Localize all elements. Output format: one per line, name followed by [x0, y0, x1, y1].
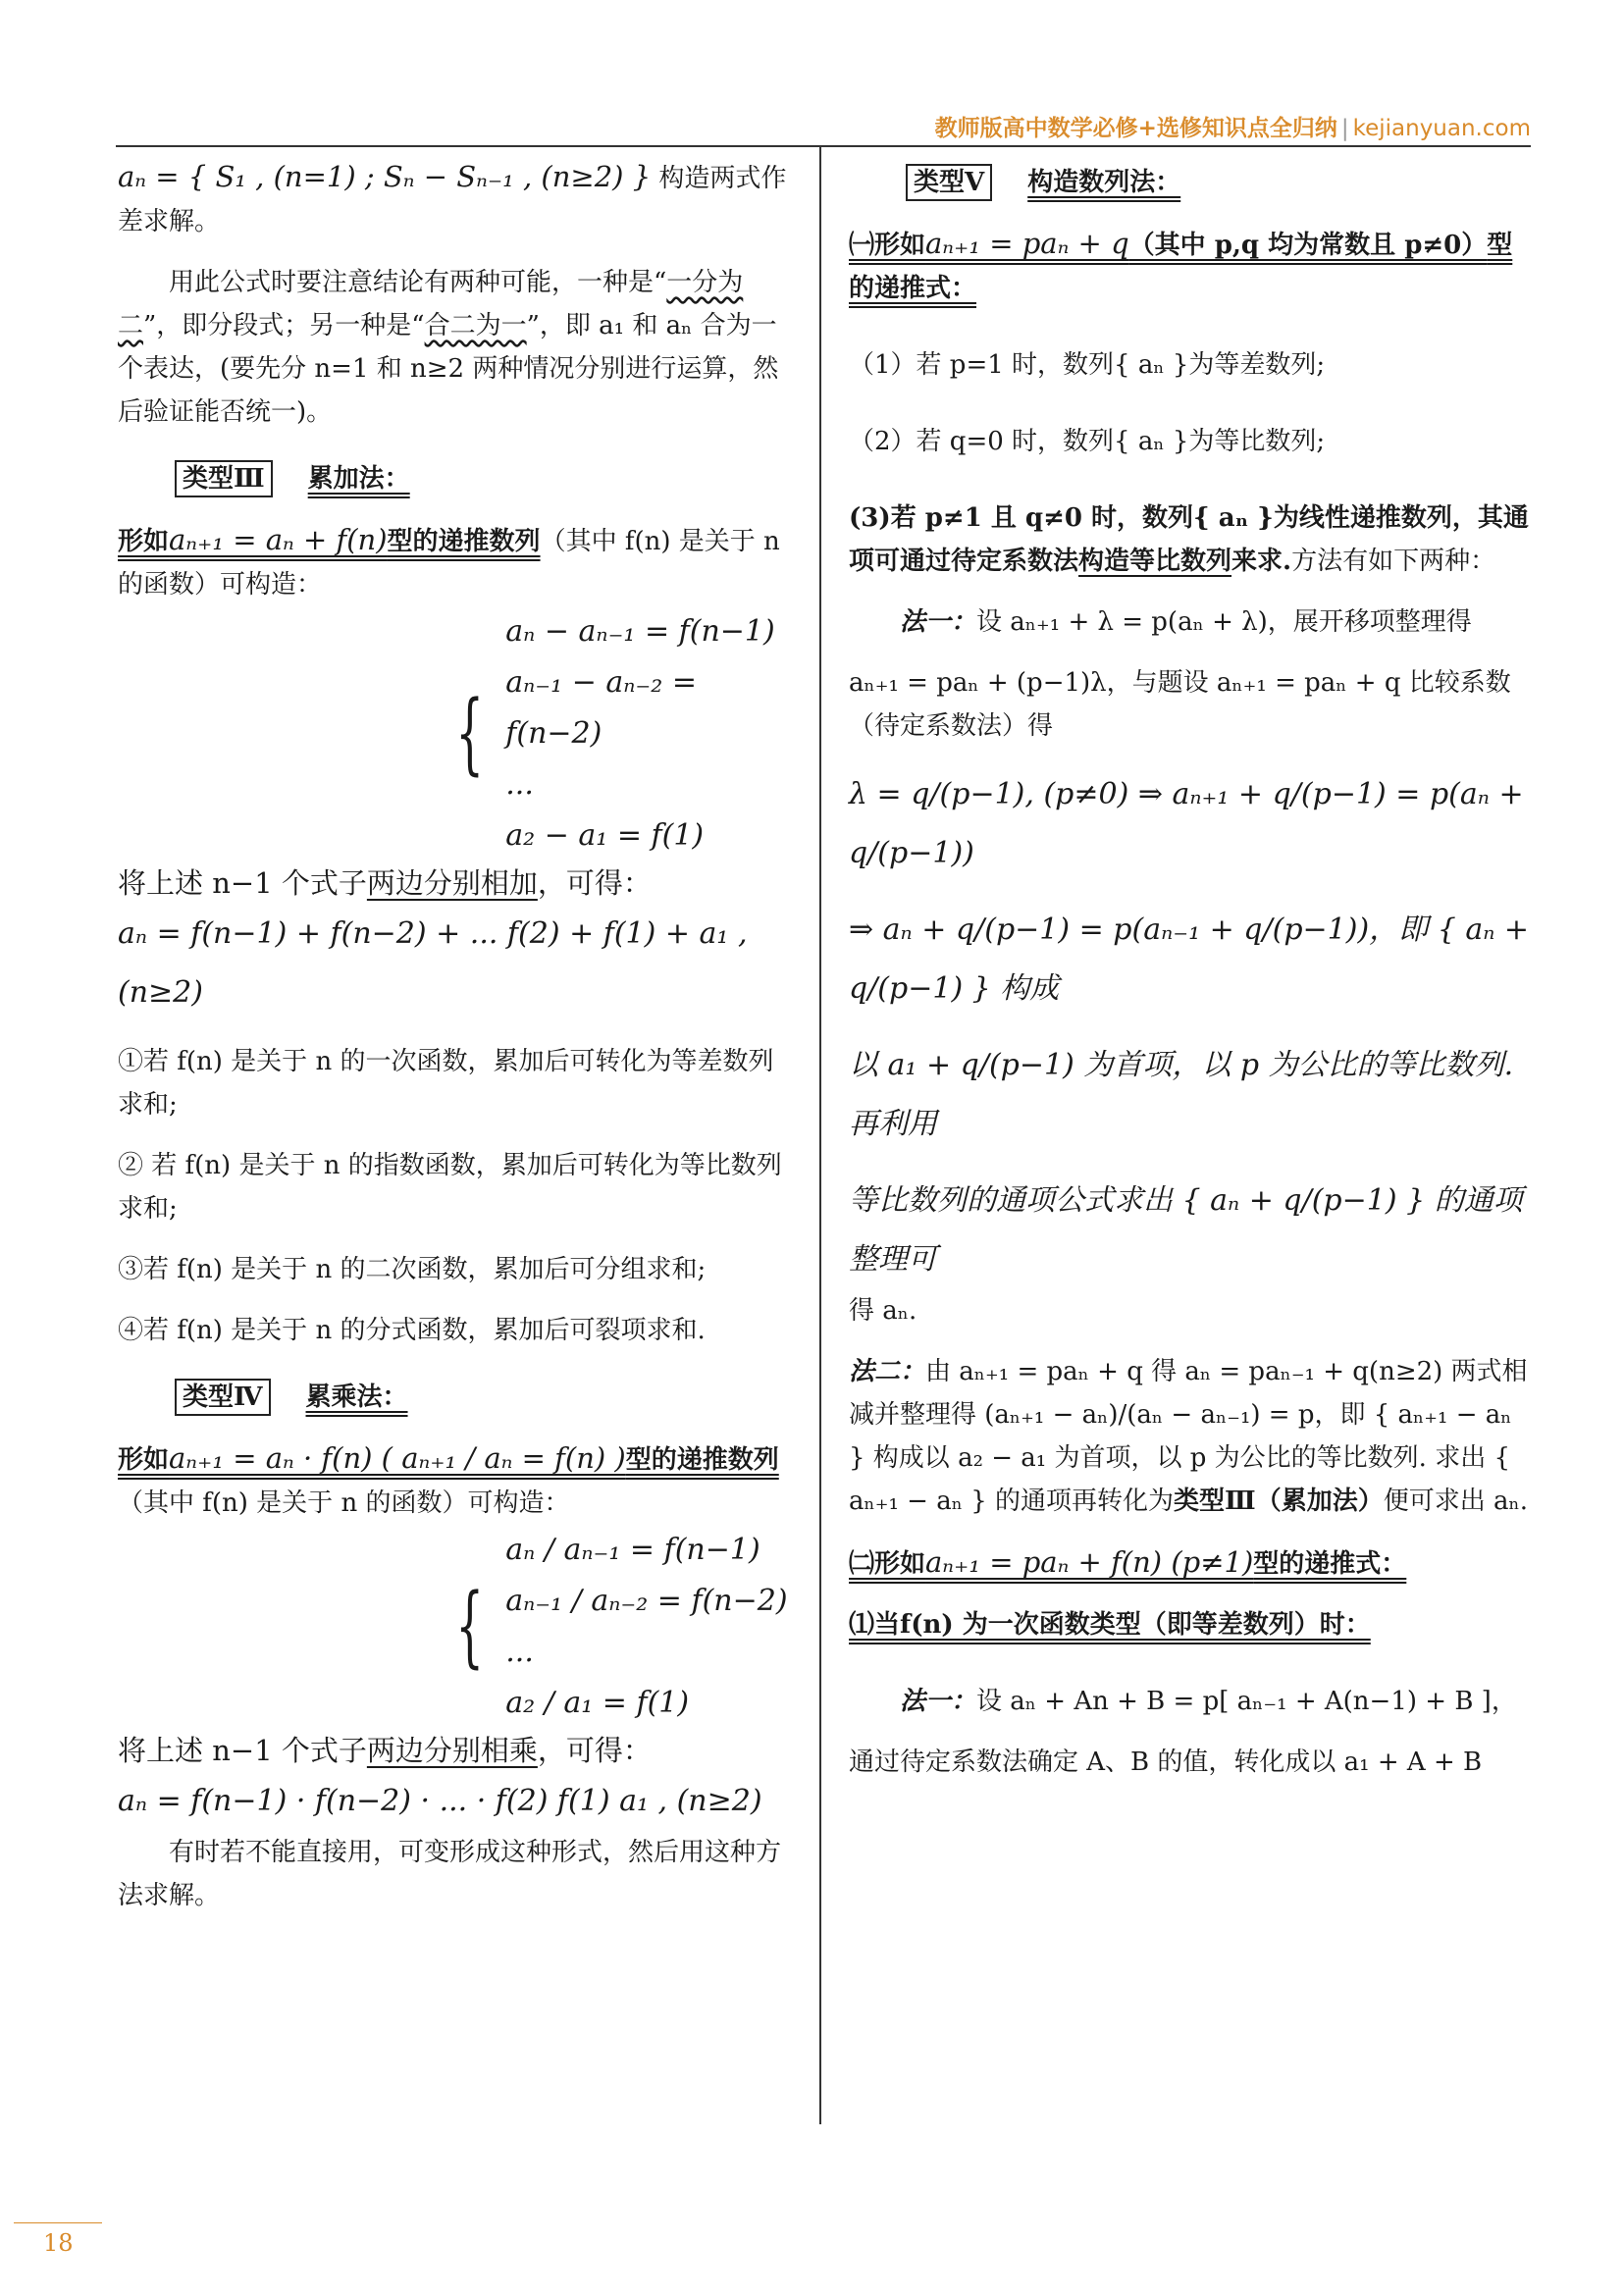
header-separator: |: [1340, 116, 1349, 141]
case-3-b: 构造等比数列: [1078, 547, 1232, 576]
header-rule: [116, 145, 1531, 147]
method1-formula1: λ = q/(p−1), (p≠0) ⇒ aₙ₊₁ + q/(p−1) = p(aₙ + q/(p−1)): [849, 777, 1524, 870]
case-3-d: 方法有如下两种：: [1291, 547, 1496, 576]
type5-label: 类型Ⅴ: [906, 164, 992, 201]
sec1-lead: ㈠形如: [849, 231, 926, 260]
footer-rule: [14, 2222, 102, 2223]
type3-formula: aₙ₊₁ = aₙ + f(n): [169, 523, 388, 556]
sec1-definition: [849, 222, 1531, 310]
case-3: [849, 496, 1531, 583]
type4-system-row: ...: [505, 1635, 534, 1669]
page-header: [935, 110, 1531, 142]
method1-intro: [849, 600, 1531, 644]
method2-text: 由 aₙ₊₁ = paₙ + q 得 aₙ = paₙ₋₁ + q(n≥2) 两式相减并整理得 (aₙ₊₁ − aₙ)/(aₙ − aₙ₋₁) = p，即 { aₙ₊₁ − aₙ } 构成以 a₂ − a₁ 为首项，以 p 为公比的等比数列. 求出 { aₙ₊₁ − aₙ } 的通项再转化为: [849, 1357, 1528, 1516]
method2-label: 法二：: [849, 1357, 926, 1386]
type4-title: 累乘法：: [305, 1383, 408, 1412]
method1-line2: aₙ₊₁ = paₙ + (p−1)λ，与题设 aₙ₊₁ = paₙ + q 比较系数（待定系数法）得: [849, 668, 1511, 741]
type3-lead: 形如: [118, 527, 170, 556]
header-title: 教师版高中数学必修+选修知识点全归纳: [934, 116, 1337, 141]
method1-formula2: ⇒ aₙ + q/(p−1) = p(aₙ₋₁ + q/(p−1))，即 { aₙ + q/(p−1) } 构成: [849, 913, 1530, 1006]
method2-bold: 类型Ⅲ（累加法）: [1174, 1487, 1384, 1516]
left-column: [118, 155, 795, 1917]
prod-line-a: 将上述 n−1 个式子: [118, 1734, 367, 1767]
type4-definition: [118, 1436, 795, 1525]
type3-heading: [118, 457, 795, 500]
case-2: （2）若 q=0 时，数列{ aₙ }为等比数列;: [849, 427, 1326, 456]
sub1-a: ⑴当: [849, 1610, 901, 1640]
piecewise-formula-line: [118, 155, 795, 243]
method3-label: 法一：: [900, 1687, 977, 1716]
sum-formula: aₙ = f(n−1) + f(n−2) + ... f(2) + f(1) + a₁ , (n≥2): [118, 916, 748, 1010]
type4-label: 类型Ⅳ: [175, 1379, 271, 1416]
left-brace-icon: {: [455, 1575, 484, 1678]
note-linear: ①若 f(n) 是关于 n 的一次函数，累加后可转化为等差数列求和;: [118, 1047, 774, 1120]
sum-line-b: 两边分别相加: [366, 866, 538, 900]
sec2-lead: ㈡形如: [849, 1549, 926, 1579]
case-1: （1）若 p=1 时，数列{ aₙ }为等差数列;: [849, 350, 1326, 380]
para1-part-c: ”，即分段式；另一种是“: [143, 311, 425, 340]
method3-line2: 通过待定系数法确定 A、B 的值，转化成以 a₁ + A + B: [849, 1748, 1483, 1777]
prod-line: [118, 1729, 795, 1772]
type3-definition: [118, 518, 795, 606]
sec2-kind: 型的递推式：: [1253, 1549, 1407, 1579]
note-fractional: ④若 f(n) 是关于 n 的分式函数，累加后可裂项求和.: [118, 1316, 706, 1345]
sum-line-c: ，可得：: [537, 866, 652, 900]
sec2-definition: [849, 1540, 1531, 1586]
sum-line: [118, 861, 795, 905]
page-number: 18: [43, 2229, 74, 2257]
para1-part-d: 合二为一: [424, 311, 527, 340]
sub1-heading: [849, 1603, 1531, 1646]
type3-system-row: aₙ₋₁ − aₙ₋₂ = f(n−2): [505, 665, 697, 751]
method1-formula3: 以 a₁ + q/(p−1) 为首项，以 p 为公比的等比数列. 再利用: [849, 1048, 1514, 1141]
type4-kind: 型的递推数列: [625, 1445, 779, 1475]
sec1-kind: 型的递推式：: [849, 231, 1513, 303]
prod-formula: aₙ = f(n−1) · f(n−2) · ... · f(2) f(1) a₁ , (n≥2): [118, 1784, 762, 1818]
para1-part-e: ”，即 a₁ 和 aₙ 合为一个表达，(要先分 n=1 和 n≥2 两种情况分别进行运算，然后验证能否统一)。: [118, 311, 779, 427]
type3-rest: （其中 f(n) 是关于 n 的函数）可构造：: [118, 527, 780, 600]
case-3-c: 来求.: [1231, 547, 1292, 576]
method2: [849, 1350, 1531, 1523]
para1-part-a: 用此公式时要注意结论有两种可能，一种是“: [169, 268, 667, 297]
type5-title: 构造数列法：: [1027, 168, 1181, 197]
type4-formula: aₙ₊₁ = aₙ · f(n) ( aₙ₊₁ / aₙ = f(n) ): [169, 1441, 626, 1475]
method1-text: 设 aₙ₊₁ + λ = p(aₙ + λ)，展开移项整理得: [976, 607, 1472, 637]
paragraph-forms: [118, 261, 795, 434]
piecewise-note: 构造两式作差求解。: [118, 164, 787, 236]
column-divider: [819, 147, 821, 2124]
right-column: [849, 155, 1531, 1784]
sec1-condition: （其中 p,q 均为常数且 p≠0）: [1128, 231, 1488, 260]
case-3-a: (3)若 p≠1 且 q≠0 时，数列{ aₙ }为线性递推数列，其通项可通过待定系数法: [849, 503, 1529, 576]
type3-kind: 型的递推数列: [387, 527, 541, 556]
method1-label: 法一：: [900, 607, 977, 637]
type3-system: [442, 606, 795, 861]
method1-formula4: 等比数列的通项公式求出 { aₙ + q/(p−1) } 的通项整理可: [849, 1183, 1523, 1277]
para1-part-b: 一分为二: [118, 268, 744, 340]
note-exponential: ② 若 f(n) 是关于 n 的指数函数，累加后可转化为等比数列求和;: [118, 1151, 782, 1224]
sub1-b: f(n) 为一次函数类型（即等差数列）时：: [900, 1610, 1371, 1640]
type3-system-row: aₙ − aₙ₋₁ = f(n−1): [505, 614, 775, 649]
piecewise-formula: aₙ = { S₁ , (n=1) ; Sₙ − Sₙ₋₁ , (n≥2) }: [118, 160, 652, 193]
prod-line-b: 两边分别相乘: [366, 1734, 538, 1767]
type4-system: [442, 1525, 795, 1729]
note-quadratic: ③若 f(n) 是关于 n 的二次函数，累加后可分组求和;: [118, 1255, 707, 1284]
type3-system-row: ...: [505, 767, 534, 802]
sec1-formula: aₙ₊₁ = paₙ + q: [925, 227, 1129, 260]
sum-line-a: 将上述 n−1 个式子: [118, 866, 367, 900]
type4-system-row: a₂ / a₁ = f(1): [505, 1686, 690, 1720]
type4-lead: 形如: [118, 1445, 170, 1475]
type5-heading: [849, 161, 1531, 204]
method3-intro: [849, 1680, 1531, 1723]
method3-text: 设 aₙ + An + B = p[ aₙ₋₁ + A(n−1) + B ]，: [976, 1687, 1517, 1716]
header-site: kejianyuan.com: [1352, 116, 1531, 141]
type4-rest: （其中 f(n) 是关于 n 的函数）可构造：: [118, 1488, 570, 1518]
type4-system-row: aₙ / aₙ₋₁ = f(n−1): [505, 1533, 760, 1567]
closing-paragraph: 有时若不能直接用，可变形成这种形式，然后用这种方法求解。: [118, 1838, 782, 1910]
type4-heading: [118, 1376, 795, 1419]
method2-end: 便可求出 aₙ.: [1383, 1487, 1528, 1516]
sec2-formula: aₙ₊₁ = paₙ + f(n) (p≠1): [925, 1545, 1254, 1579]
type4-system-row: aₙ₋₁ / aₙ₋₂ = f(n−2): [505, 1584, 788, 1618]
type3-label: 类型Ⅲ: [175, 460, 273, 497]
left-brace-icon: {: [455, 682, 484, 785]
prod-line-c: ，可得：: [537, 1734, 652, 1767]
type3-title: 累加法：: [307, 464, 410, 494]
type3-system-row: a₂ − a₁ = f(1): [505, 818, 705, 853]
method1-result: 得 aₙ.: [849, 1296, 917, 1326]
